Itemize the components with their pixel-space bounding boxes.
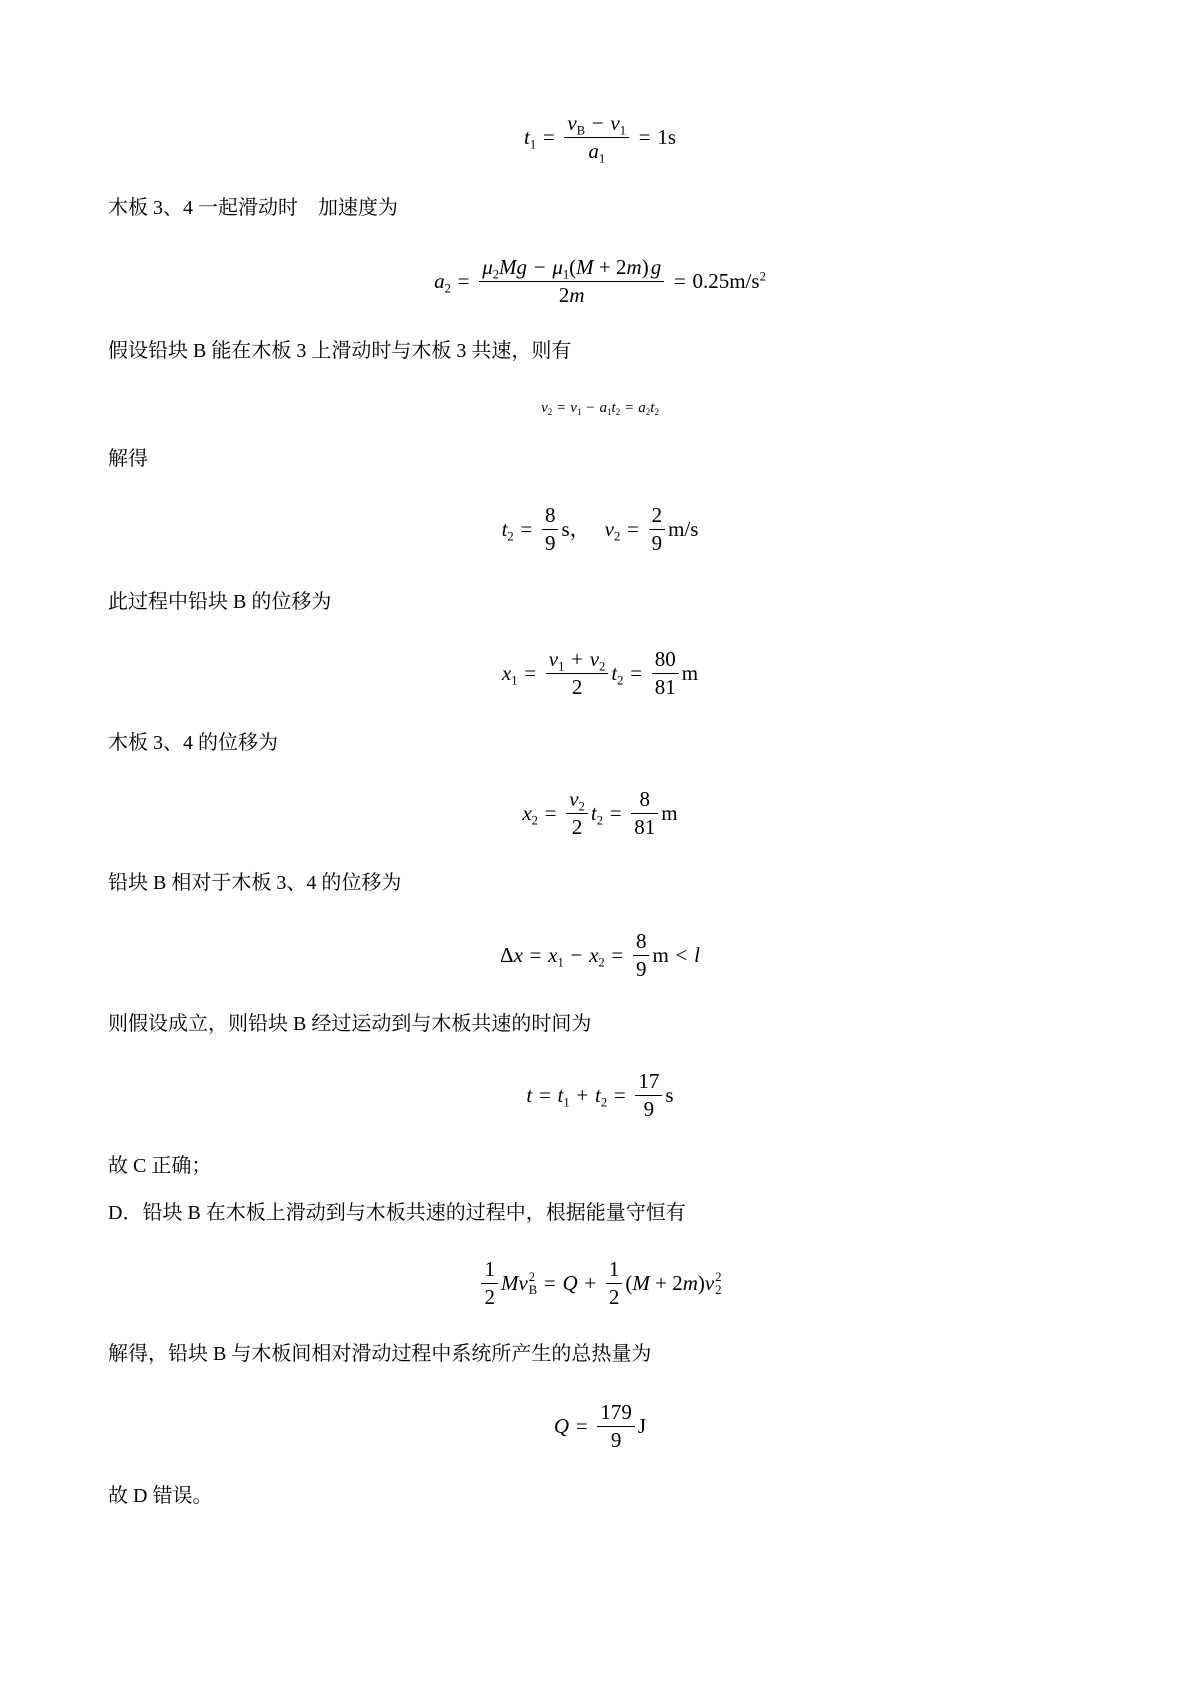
plus-term: + 2: [593, 254, 627, 279]
plus-term: + 2: [649, 1271, 683, 1295]
eq-term: [625, 1269, 721, 1297]
unit: s，: [561, 517, 591, 541]
subscript: B: [528, 1282, 538, 1297]
fraction: [631, 786, 658, 841]
variable: M: [500, 1271, 519, 1295]
equals-sign: =: [524, 661, 537, 685]
variable: x: [501, 661, 512, 685]
less-than-sign: <: [675, 943, 688, 967]
equals-sign: =: [520, 517, 533, 541]
variable: x: [548, 943, 558, 967]
subscript: 1: [619, 122, 627, 137]
unit: m: [652, 943, 669, 967]
denominator: 2: [608, 1284, 620, 1309]
paren: ): [641, 254, 649, 279]
eq-term: [502, 659, 518, 687]
equation-delta-x: [0, 920, 1200, 990]
variable: x: [513, 943, 523, 967]
variable: t: [650, 400, 655, 416]
eq-term: [611, 659, 623, 687]
variable: t: [590, 801, 597, 825]
variable: v: [604, 517, 614, 541]
variable: v: [518, 1271, 528, 1295]
subscript: 2: [578, 798, 585, 813]
variable: M: [632, 1271, 650, 1295]
eq-term: [558, 1081, 570, 1109]
denominator: 2: [571, 814, 583, 839]
variable: v: [569, 786, 579, 811]
equation-v2-condition: [0, 393, 1200, 423]
equation-x2: [0, 778, 1200, 848]
eq-term: [501, 1269, 537, 1297]
variable: v: [704, 1271, 715, 1295]
equals-sign: =: [638, 125, 651, 149]
equation-x1: [0, 638, 1200, 708]
equals-sign: =: [557, 400, 566, 416]
plus-sign: +: [576, 1083, 589, 1107]
subscript: 1: [558, 658, 565, 673]
variable: v: [570, 400, 577, 416]
eq-term: [605, 515, 621, 543]
eq-term: [526, 1081, 532, 1109]
subscript: 2: [507, 529, 514, 544]
result-value: [692, 267, 765, 295]
equals-sign: =: [542, 125, 555, 149]
variable: M: [576, 254, 594, 279]
subscript: 2: [596, 813, 604, 828]
subscript: 1: [557, 955, 564, 970]
equation-t1: [0, 102, 1200, 172]
denominator: 9: [544, 530, 556, 555]
numerator: 1: [606, 1256, 623, 1284]
variable: t: [594, 1083, 601, 1107]
variable: a: [588, 138, 599, 163]
denominator: 9: [651, 530, 663, 555]
eq-term: [595, 1081, 607, 1109]
paragraph-text: 解得，铅块 B 与木板间相对滑动过程中系统所产生的总热量为: [108, 1343, 652, 1365]
subscript: 1: [562, 266, 570, 281]
numerator: [479, 254, 664, 282]
eq-term: [541, 394, 659, 422]
eq-term: [434, 267, 451, 295]
variable: Mg: [499, 254, 528, 279]
subscript: B: [576, 122, 586, 137]
denominator: 81: [654, 674, 676, 699]
unit: m: [681, 661, 699, 685]
subscript: 2: [598, 955, 605, 970]
fraction: [481, 1256, 498, 1311]
eq-term: [591, 799, 603, 827]
equation-total-time: [0, 1060, 1200, 1130]
subscript: 1: [576, 407, 582, 418]
numerator: 80: [652, 646, 679, 674]
subscript: 2: [615, 407, 621, 418]
equals-sign: =: [673, 269, 686, 293]
subscript: 2: [492, 266, 500, 281]
numerator: 8: [631, 786, 658, 814]
mu-symbol: μ: [482, 254, 493, 279]
paren: ): [697, 1271, 705, 1295]
subscript: 1: [511, 673, 518, 688]
equals-sign: =: [575, 1414, 588, 1438]
numerator: 1: [481, 1256, 498, 1284]
equation-energy-conservation: [0, 1248, 1200, 1318]
variable: v: [548, 646, 559, 671]
numerator: [566, 786, 588, 814]
fraction: [635, 1068, 662, 1123]
subscript: 2: [444, 281, 451, 296]
plus-sign: +: [571, 646, 583, 671]
variable: a: [638, 400, 646, 416]
variable: v: [541, 400, 548, 416]
equals-sign: =: [457, 269, 470, 293]
denominator: [564, 138, 629, 165]
superscript: 2: [759, 269, 766, 284]
paren: (: [625, 1271, 633, 1295]
result-value: 1s: [657, 125, 677, 149]
denominator: 9: [610, 1427, 622, 1452]
variable: t: [611, 661, 618, 685]
equals-sign: =: [544, 801, 557, 825]
fraction: [649, 502, 666, 557]
subscript: 1: [529, 137, 537, 152]
variable: x: [522, 801, 532, 825]
variable: t: [501, 517, 508, 541]
fraction: [606, 1256, 623, 1311]
subscript: 2: [600, 1095, 608, 1110]
numerator: 2: [649, 502, 666, 530]
equals-sign: =: [529, 943, 542, 967]
unit: s: [665, 1083, 674, 1107]
eq-term: [694, 941, 700, 969]
eq-term: [522, 799, 538, 827]
minus-sign: −: [586, 400, 595, 416]
denominator: [479, 282, 664, 309]
equals-sign: =: [613, 1083, 626, 1107]
unit: m: [661, 801, 678, 825]
equals-sign: =: [609, 801, 622, 825]
delta-symbol: Δ: [500, 943, 514, 967]
subscript: 2: [715, 1282, 722, 1297]
fraction: [652, 646, 679, 701]
minus-sign: −: [591, 110, 604, 135]
fraction: [546, 646, 609, 701]
fraction: [564, 110, 629, 165]
variable: t: [523, 125, 530, 149]
variable: x: [589, 943, 599, 967]
superscript: 2: [715, 1269, 722, 1284]
subscript: 1: [607, 407, 612, 418]
variable: v: [610, 110, 620, 135]
sup-sub-stack: [715, 1271, 721, 1297]
variable: t: [557, 1083, 564, 1107]
numerator: [564, 110, 629, 138]
equals-sign: =: [538, 1083, 551, 1107]
numerator: 17: [635, 1068, 662, 1096]
numerator: 8: [542, 502, 559, 530]
fraction: [479, 254, 664, 309]
variable: v: [589, 646, 600, 671]
variable: t: [526, 1083, 533, 1107]
equals-sign: =: [625, 400, 634, 416]
variable: a: [599, 400, 608, 416]
subscript: 2: [599, 658, 606, 673]
mu-symbol: μ: [552, 254, 563, 279]
eq-term: [502, 515, 514, 543]
subscript: 2: [614, 529, 621, 544]
number-unit: 0.25m/s: [692, 269, 760, 293]
variable: m: [569, 282, 585, 307]
eq-term: [554, 1412, 569, 1440]
paragraph-text: 则假设成立，则铅块 B 经过运动到与木板共速的时间为: [108, 1013, 592, 1035]
equation-t2-v2: [0, 494, 1200, 564]
variable: m: [626, 254, 642, 279]
subscript: 2: [654, 407, 659, 418]
eq-term: [500, 941, 523, 969]
eq-term: [548, 941, 564, 969]
denominator: 2: [571, 674, 583, 699]
superscript: 2: [528, 1269, 536, 1284]
sup-sub-stack: [529, 1271, 537, 1297]
equation-heat: [0, 1391, 1200, 1461]
fraction: [542, 502, 559, 557]
variable: t: [611, 400, 616, 416]
subscript: 2: [531, 813, 538, 828]
variable: l: [694, 943, 700, 967]
paragraph-text: 解得: [108, 448, 148, 470]
paragraph-text: 故 D 错误。: [108, 1485, 213, 1507]
paragraph-text: 此过程中铅块 B 的位移为: [108, 591, 332, 613]
minus-sign: −: [533, 254, 546, 279]
fraction: [566, 786, 588, 841]
paragraph-text: D．铅块 B 在木板上滑动到与木板共速的过程中，根据能量守恒有: [108, 1202, 686, 1224]
numerator: 8: [633, 928, 650, 956]
paragraph-text: 木板 3、4 的位移为: [108, 732, 278, 754]
subscript: 1: [598, 150, 606, 165]
numerator: 179: [597, 1399, 635, 1427]
variable: g: [650, 254, 662, 279]
eq-term: [589, 941, 605, 969]
paragraph-text: 故 C 正确；: [108, 1155, 212, 1177]
plus-sign: +: [584, 1271, 597, 1295]
subscript: 1: [563, 1095, 570, 1110]
eq-term: [562, 1269, 577, 1297]
denominator: 9: [643, 1096, 655, 1121]
fraction: [597, 1399, 635, 1454]
fraction: [633, 928, 650, 983]
subscript: 2: [547, 407, 553, 418]
paragraph-text: 木板 3、4 一起滑动时 加速度为: [108, 197, 398, 219]
paren: (: [569, 254, 577, 279]
denominator: 81: [634, 814, 656, 839]
variable: a: [434, 269, 445, 293]
equals-sign: =: [627, 517, 639, 541]
equals-sign: =: [543, 1271, 556, 1295]
subscript: 2: [645, 407, 651, 418]
equals-sign: =: [611, 943, 624, 967]
eq-term: [524, 123, 536, 151]
variable: Q: [553, 1414, 570, 1438]
unit: J: [637, 1414, 647, 1438]
paragraph-text: 铅块 B 相对于木板 3、4 的位移为: [108, 872, 402, 894]
denominator: 9: [635, 956, 647, 981]
minus-sign: −: [570, 943, 583, 967]
variable: v: [567, 110, 577, 135]
equals-sign: =: [630, 661, 643, 685]
variable: m: [682, 1271, 698, 1295]
variable: Q: [562, 1271, 578, 1295]
unit: m/s: [668, 517, 699, 541]
number: 2: [558, 282, 570, 307]
paragraph-text: 假设铅块 B 能在木板 3 上滑动时与木板 3 共速，则有: [108, 340, 572, 362]
subscript: 2: [617, 673, 624, 688]
denominator: 2: [484, 1284, 495, 1309]
equation-a2: [0, 246, 1200, 316]
numerator: [546, 646, 609, 674]
